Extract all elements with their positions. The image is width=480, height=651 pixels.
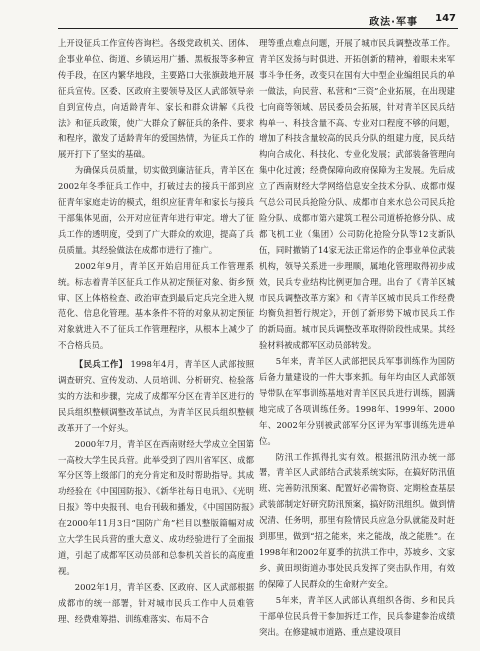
page-number: 147 (435, 13, 456, 24)
paragraph (259, 354, 455, 449)
paragraph-text: 2002年9月，青羊区开始启用征兵工作管理系统。标志着青羊区征兵工作从初定预征对象、街乡预审、区上体格检查、政治审查到最后定兵完全进入规范化、信息化管理。基本条件不符的对象从初定预征对象就进入不了征兵工作管理程序，从根本上减少了不合格兵员。 (58, 260, 254, 351)
paragraph (58, 437, 254, 580)
paragraph-text: 2002年1月，青羊区委、区政府、区人武部根据成都市的统一部署，针对城市民兵工作中人员难管理、经费难筹措、训练难落实、布局不合 (58, 581, 254, 624)
section-title: 政法·军事 (369, 17, 418, 28)
paragraph-text: 2000年7月，青羊区在西南财经大学成立全国第一高校大学生民兵营。此举受到了四川省军区、成都军分区等上级部门的充分肯定和及时帮助指导。其成功经验在《中国国防报》、《新华社每日电讯》、《光明日报》等中央报刊、电台刊载和播发，《中国国防报》在2000年11月3日“国防广角”栏目以整版篇幅对成立大学生民兵营的重大意义、成功经验进行了全面报道，引起了成都军区动员部和总参机关首长的高度重视。 (58, 438, 254, 576)
paragraph (259, 36, 455, 354)
header-divider (58, 28, 458, 29)
paragraph (58, 36, 254, 163)
paragraph-text: 理等重点难点问题，开展了城市民兵调整改革工作。青羊区发扬与时俱进、开拓创新的精神，着眼未来军事斗争任务，改变只在国有大中型企业编组民兵的单一做法，向民营、私营和“三资”企业拓展，在出现建七向商等领域、居民委员会拓展，针对青羊区民兵结构单一、科技含量不高、专业对口程度不够的问题，增加了科技含量较高的民兵分队的组建力度，民兵结构向合成化、科技化、专业化发展；武部装备管理向集中化过渡；经费保障向政府保障为主发展。先后成立了西南财经大学网络信息安全技术分队、成都市煤气总公司民兵抢险分队、成都市自来水总公司民兵抢险分队、成都市第六建筑工程公司道桥抢修分队、成都飞机工业（集团）公司防化抢险分队等12支新队伍，同时撤销了14家无法正常运作的企事业单位武装机构，领导关系进一步理顺，属地化管理取得初步成效，民兵专业结构比例更加合理。出台了《青羊区城市民兵调整改革方案》和《青羊区城市民兵工作经费均衡负担暂行规定》，开创了新形势下城市民兵工作的新局面。城市民兵调整改革取得阶段性成果。其经验材料被成都军区动员部转发。 (259, 38, 455, 351)
paragraph-text: 5年来，青羊区人武部把民兵军事训练作为国防后备力量建设的一件大事来抓。每年均由区人武部领导带队在军事训练基地对青羊区民兵进行训练，圆满地完成了各项训练任务。1998年、1999年、2000年、2002年分别被武部军分区评为军事训练先进单位。 (259, 356, 455, 446)
paragraph-text: 防汛工作抓得扎实有效。根据汛防汛办统一部署，青羊区人武部结合武装系统实际，在搞好防汛值班、完善防汛预案、配置好必需物资、定期检查基层武装部制定好研究防汛预案，搞好防汛组织。做到情况清、任务明，那里有险情民兵应急分队就能及时赶到那里，做到“招之能来，来之能战，战之能胜”。在1998年和2002年夏季的抗洪工作中，苏坡乡、文家乡、黄田坝街道办事处民兵发挥了突击队作用，有效的保障了人民群众的生命财产安全。 (259, 451, 455, 589)
left-column (58, 36, 254, 643)
paragraph (58, 163, 254, 258)
paragraph-text: 1998年4月，青羊区人武部按照调查研究、宣传发动、人员培训、分析研究、检验落实的方法和步骤，完成了成都军分区在青羊区进行的民兵组织整顿调整改革试点，为青羊区民兵组织整顿改革开了一个好头。 (58, 359, 254, 433)
right-column (259, 36, 455, 643)
paragraph (58, 259, 254, 354)
paragraph-text: 为确保兵员质量，切实做到廉洁征兵，青羊区在2002年冬季征兵工作中，打破过去的接兵干部到应征青年家庭走访的模式，组织应征青年和家长与接兵干部集体见面，公开对应征青年进行审定。增大了征兵工作的透明度，受到了广大群众的欢迎，提高了兵员质量。其经验做法在成都市进行了推广。 (58, 165, 254, 255)
section-tag: 【民兵工作】 (74, 359, 128, 370)
paragraph (259, 593, 455, 641)
page-header (0, 0, 480, 28)
paragraph (58, 357, 254, 437)
paragraph-text: 上开设征兵工作宣传咨询栏。各级党政机关、团体、企事业单位、街道、乡镇运用广播、黑板报等多种宣传手段，在区内繁华地段，主要路口大张旗鼓地开展征兵宣传。区委、区政府主要领导及区人武部领导亲自到宣传点，向适龄青年、家长和群众讲解《兵役法》和征兵政策，使广大群众了解征兵的条件、要求和程序，激发了适龄青年的爱国热情，为征兵工作的展开打下了坚实的基础。 (58, 38, 254, 160)
paragraph (58, 580, 254, 628)
paragraph-text: 5年来，青羊区人武部认真组织各街、乡和民兵干部单位民兵骨干参加拆迁工作，民兵参建参治成绩突出。在修建城市道路、重点建设项目 (259, 594, 455, 637)
paragraph (259, 450, 455, 593)
